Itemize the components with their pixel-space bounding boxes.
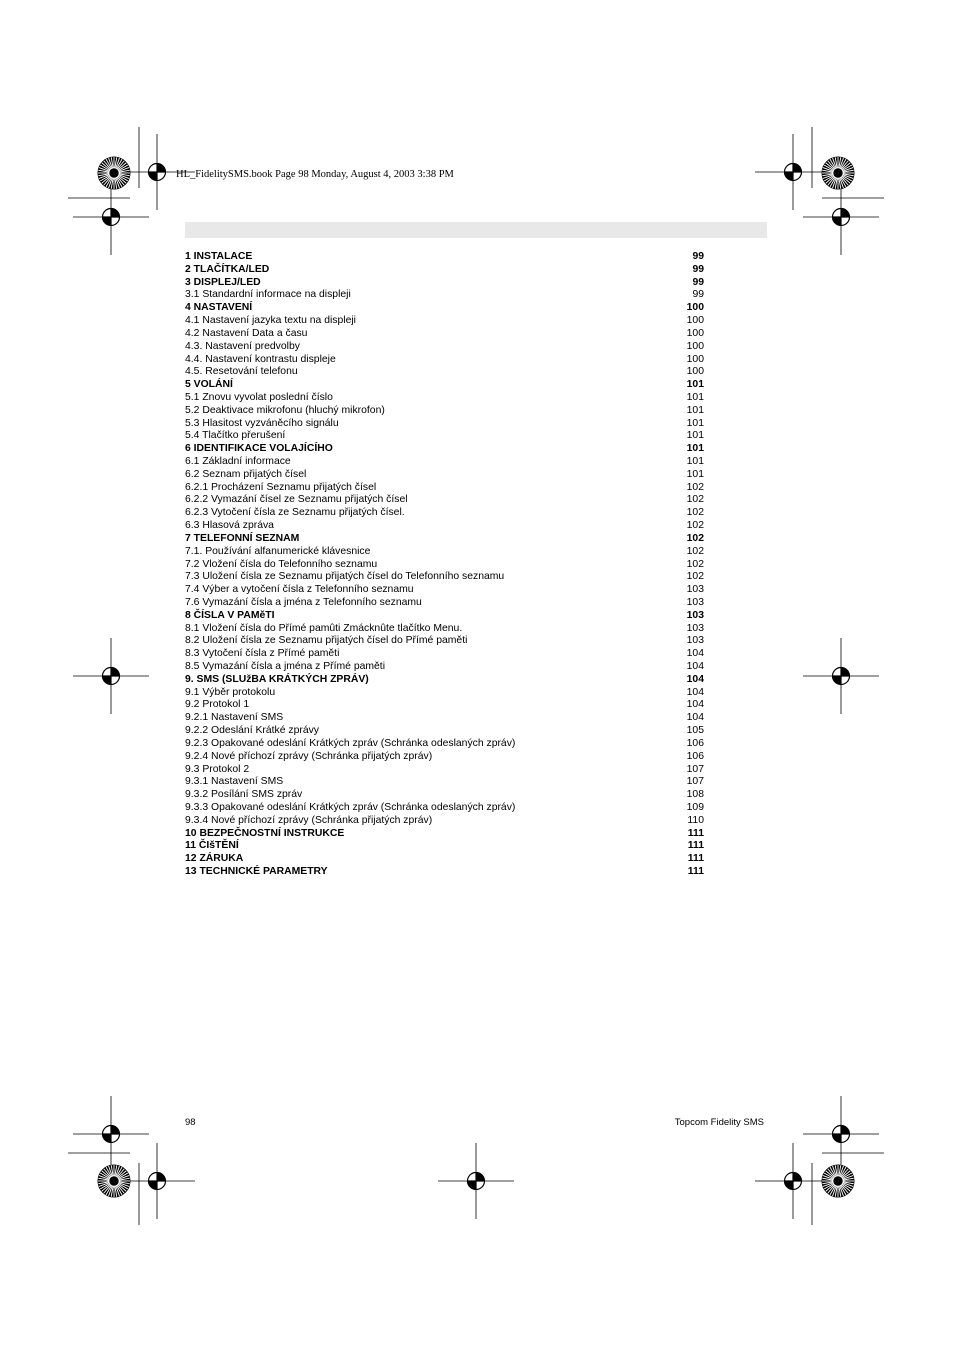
toc-entry-page: 102	[686, 481, 704, 493]
table-of-contents	[185, 251, 704, 879]
toc-entry-title: 5.4 Tlačítko přerušení	[185, 430, 286, 442]
toc-entry-page: 111	[687, 827, 704, 839]
toc-entry-title: 4.5. Resetování telefonu	[185, 366, 298, 378]
toc-entry	[185, 866, 704, 879]
toc-entry-title: 9.3 Protokol 2	[185, 763, 250, 775]
toc-entry-page: 111	[687, 866, 704, 877]
toc-entry-title: 6.2.1 Procházení Seznamu přijatých čísel	[185, 481, 377, 493]
toc-entry	[185, 559, 704, 572]
toc-entry	[185, 738, 704, 751]
toc-entry-title: 8 ČÍSLA V PAMěTI	[185, 609, 275, 621]
toc-entry-page: 103	[686, 584, 704, 596]
toc-entry-page: 106	[686, 737, 704, 749]
toc-entry-page: 104	[686, 712, 704, 724]
toc-entry	[185, 648, 704, 661]
toc-entry-title: 3.1 Standardní informace na displeji	[185, 289, 351, 301]
toc-entry	[185, 571, 704, 584]
toc-entry-title: 9.2.4 Nové příchozí zprávy (Schránka přijatých zpráv)	[185, 750, 433, 762]
toc-entry-title: 6.2 Seznam přijatých čísel	[185, 468, 307, 480]
toc-entry	[185, 341, 704, 354]
toc-entry	[185, 366, 704, 379]
toc-entry-title: 4.4. Nastavení kontrastu displeje	[185, 353, 336, 365]
toc-entry-title: 12 ZÁRUKA	[185, 853, 244, 865]
toc-entry-page: 106	[686, 750, 704, 762]
toc-entry	[185, 392, 704, 405]
toc-entry-title: 2 TLAČÍTKA/LED	[185, 263, 270, 275]
toc-entry	[185, 443, 704, 456]
toc-entry	[185, 853, 704, 866]
toc-entry	[185, 469, 704, 482]
toc-entry	[185, 302, 704, 315]
toc-entry-page: 100	[686, 327, 704, 339]
toc-entry-title: 7.4 Výber a vytočení čísla z Telefonního seznamu	[185, 584, 414, 596]
toc-entry-title: 8.3 Vytočení čísla z Přímé paměti	[185, 648, 340, 660]
toc-entry-page: 104	[686, 661, 704, 672]
toc-entry	[185, 315, 704, 328]
toc-entry-title: 8.1 Vložení čísla do Přímé pamûti Zmácknûte tlačítko Menu.	[185, 622, 463, 634]
toc-entry	[185, 494, 704, 507]
toc-entry-page: 103	[686, 596, 704, 608]
toc-entry	[185, 418, 704, 431]
toc-entry-title: 8.2 Uložení čísla ze Seznamu přijatých čísel do Přímé paměti	[185, 635, 468, 647]
toc-entry-page: 99	[692, 251, 704, 262]
toc-entry	[185, 533, 704, 546]
toc-entry	[185, 623, 704, 636]
toc-entry	[185, 802, 704, 815]
toc-entry	[185, 764, 704, 777]
toc-entry-page: 101	[686, 404, 704, 416]
toc-entry	[185, 610, 704, 623]
toc-entry-page: 110	[687, 814, 704, 826]
toc-entry-page: 105	[686, 725, 704, 737]
toc-entry	[185, 405, 704, 418]
toc-entry	[185, 264, 704, 277]
toc-entry-title: 4.1 Nastavení jazyka textu na displeji	[185, 315, 356, 327]
toc-entry-title: 9.1 Výběr protokolu	[185, 686, 276, 698]
toc-entry	[185, 635, 704, 648]
toc-entry-title: 5 VOLÁNÍ	[185, 379, 233, 391]
toc-entry-page: 101	[686, 430, 704, 442]
toc-entry	[185, 699, 704, 712]
toc-entry	[185, 674, 704, 687]
toc-entry	[185, 289, 704, 302]
toc-entry-page: 103	[686, 609, 704, 621]
toc-entry-page: 99	[692, 289, 704, 301]
toc-entry-title: 7.1. Používání alfanumerické klávesnice	[185, 545, 371, 557]
toc-entry-title: 7 TELEFONNÍ SEZNAM	[185, 532, 300, 544]
toc-entry-title: 6.1 Základní informace	[185, 456, 291, 467]
toc-entry-title: 4.2 Nastavení Data a času	[185, 327, 308, 339]
toc-entry-page: 111	[687, 853, 704, 865]
toc-entry-page: 100	[686, 315, 704, 327]
toc-entry-title: 6 IDENTIFIKACE VOLAJÍCÍHO	[185, 443, 333, 455]
toc-entry-title: 9.2.3 Opakované odeslání Krátkých zpráv (Schránka odeslaných zpráv)	[185, 737, 516, 749]
toc-entry-page: 104	[686, 648, 704, 660]
toc-entry	[185, 277, 704, 290]
toc-entry-title: 11 ČIšTĚNÍ	[185, 840, 239, 852]
toc-entry-page: 107	[686, 763, 704, 775]
toc-entry-page: 101	[686, 456, 704, 467]
toc-entry-page: 108	[686, 789, 704, 801]
toc-entry-title: 5.3 Hlasitost vyzváněcího signálu	[185, 417, 339, 429]
toc-entry-title: 7.3 Uložení čísla ze Seznamu přijatých čísel do Telefonního seznamu	[185, 571, 505, 583]
toc-entry	[185, 546, 704, 559]
toc-entry-page: 101	[686, 443, 704, 455]
toc-entry-page: 107	[686, 776, 704, 788]
footer-product-name: Topcom Fidelity SMS	[674, 1117, 764, 1128]
toc-entry-title: 9.3.1 Nastavení SMS	[185, 776, 284, 788]
toc-entry	[185, 712, 704, 725]
toc-entry-page: 111	[687, 840, 704, 852]
toc-entry-title: 3 DISPLEJ/LED	[185, 276, 261, 288]
toc-entry-title: 8.5 Vymazání čísla a jména z Přímé paměti	[185, 661, 386, 672]
toc-entry-page: 102	[686, 494, 704, 506]
toc-entry-title: 6.3 Hlasová zpráva	[185, 520, 274, 532]
toc-entry-title: 9.3.2 Posílání SMS zpráv	[185, 789, 303, 801]
toc-entry-page: 100	[686, 353, 704, 365]
toc-entry-page: 102	[686, 545, 704, 557]
toc-entry-title: 5.2 Deaktivace mikrofonu (hluchý mikrofon)	[185, 404, 385, 416]
toc-entry-title: 4.3. Nastavení predvolby	[185, 340, 300, 352]
toc-entry-page: 102	[686, 571, 704, 583]
toc-entry-title: 9.2 Protokol 1	[185, 699, 250, 711]
toc-entry-page: 103	[686, 635, 704, 647]
toc-entry-title: 7.6 Vymazání čísla a jména z Telefonního seznamu	[185, 596, 422, 608]
toc-entry	[185, 520, 704, 533]
toc-entry-page: 104	[686, 673, 704, 685]
toc-entry-page: 109	[686, 801, 704, 813]
toc-entry-page: 100	[686, 366, 704, 378]
toc-entry-title: 10 BEZPEČNOSTNÍ INSTRUKCE	[185, 827, 345, 839]
toc-entry	[185, 789, 704, 802]
toc-entry	[185, 482, 704, 495]
toc-entry	[185, 687, 704, 700]
toc-entry	[185, 776, 704, 789]
toc-entry-page: 102	[686, 558, 704, 570]
toc-entry-page: 101	[686, 468, 704, 480]
toc-entry-page: 103	[686, 622, 704, 634]
toc-entry	[185, 597, 704, 610]
toc-entry	[185, 379, 704, 392]
toc-entry-page: 100	[686, 340, 704, 352]
toc-entry	[185, 840, 704, 853]
toc-entry-page: 99	[692, 276, 704, 288]
toc-entry-title: 5.1 Znovu vyvolat poslední číslo	[185, 391, 333, 403]
toc-entry-title: 7.2 Vložení čísla do Telefonního seznamu	[185, 558, 378, 570]
toc-entry-title: 9.2.2 Odeslání Krátké zprávy	[185, 725, 319, 737]
toc-entry	[185, 815, 704, 828]
toc-entry-title: 13 TECHNICKÉ PARAMETRY	[185, 866, 328, 877]
toc-entry-title: 4 NASTAVENÍ	[185, 302, 253, 314]
toc-entry-page: 101	[686, 379, 704, 391]
toc-entry-page: 102	[686, 532, 704, 544]
toc-entry	[185, 725, 704, 738]
toc-entry-title: 9.3.3 Opakované odeslání Krátkých zpráv (Schránka odeslaných zpráv)	[185, 801, 516, 813]
toc-entry	[185, 430, 704, 443]
toc-entry	[185, 584, 704, 597]
toc-entry-title: 9. SMS (SLUžBA KRÁTKÝCH ZPRÁV)	[185, 673, 369, 685]
toc-entry	[185, 828, 704, 841]
toc-entry-page: 104	[686, 686, 704, 698]
toc-entry-page: 104	[686, 699, 704, 711]
toc-entry	[185, 354, 704, 367]
book-header-note: HL_FidelitySMS.book Page 98 Monday, August 4, 2003 3:38 PM	[176, 169, 454, 180]
toc-entry-page: 99	[692, 263, 704, 275]
toc-entry-title: 6.2.2 Vymazání čísel ze Seznamu přijatých čísel	[185, 494, 408, 506]
toc-entry-title: 1 INSTALACE	[185, 251, 253, 262]
toc-entry-page: 101	[686, 391, 704, 403]
toc-entry-page: 102	[686, 520, 704, 532]
toc-entry-title: 9.2.1 Nastavení SMS	[185, 712, 284, 724]
toc-entry	[185, 328, 704, 341]
toc-entry-page: 100	[686, 302, 704, 314]
header-band	[185, 222, 767, 238]
toc-entry-title: 6.2.3 Vytočení čísla ze Seznamu přijatých čísel.	[185, 507, 405, 519]
footer-page-number: 98	[185, 1117, 196, 1128]
toc-entry	[185, 507, 704, 520]
toc-entry-page: 102	[686, 507, 704, 519]
toc-entry	[185, 661, 704, 674]
toc-entry-title: 9.3.4 Nové příchozí zprávy (Schránka přijatých zpráv)	[185, 814, 433, 826]
toc-entry	[185, 751, 704, 764]
toc-entry-page: 101	[686, 417, 704, 429]
toc-entry	[185, 251, 704, 264]
toc-entry	[185, 456, 704, 469]
